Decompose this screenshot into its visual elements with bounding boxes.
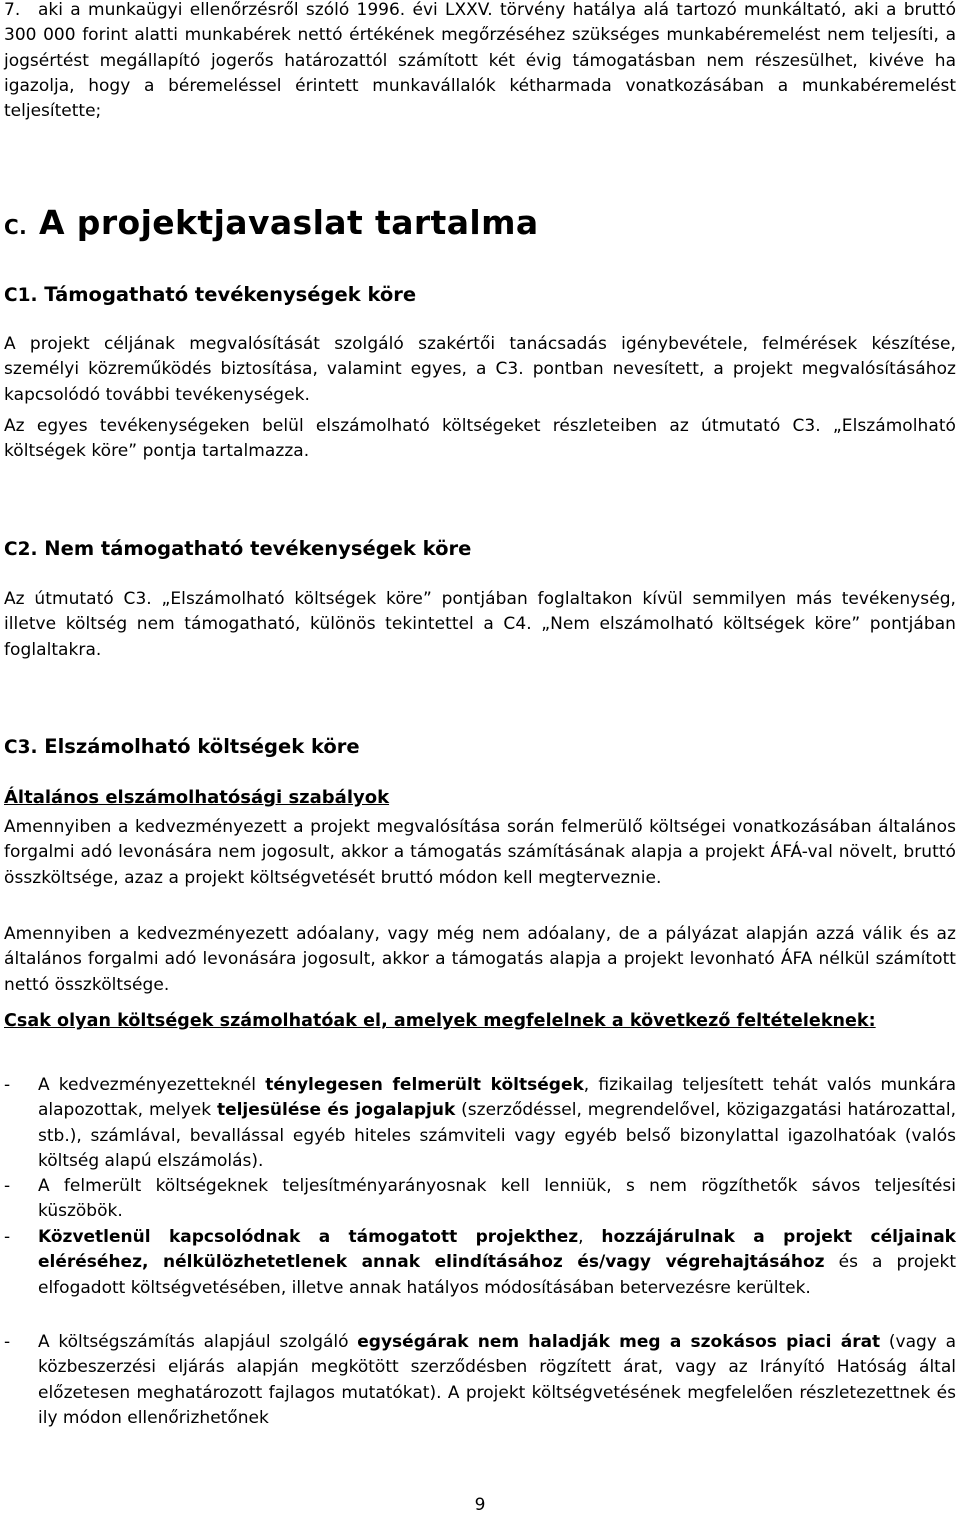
section-heading-c3 <box>4 733 956 762</box>
text-run: , fizikailag teljesített tehát valós munkára alapozottak, melyek <box>38 1075 956 1121</box>
bullet-dash: - <box>4 1227 11 1247</box>
section-title: Támogatható tevékenységek köre <box>44 283 417 306</box>
text-run: (vagy a közbeszerzési eljárás alapján megkötött szerződésben rögzített árat, vagy az Irányító Hatóság által előzetesen meghatározott fajlagos mutatókat). A projekt költségvetésének megfelelően részletezettnek és ily módon ellenőrizhetőnek <box>38 1332 956 1428</box>
item-7-text: aki a munkaügyi ellenőrzésről szóló 1996. évi LXXV. törvény hatálya alá tartozó munkáltató, aki a bruttó 300 000 forint alatti munkabérek nettó értékének megőrzéséhez szükséges munkabéremelést nem teljesíti, a jogsértést megállapító jogerős határozattól számított két évig támogatásban nem részesülhet, kivéve ha igazolja, hogy a béremeléssel érintett munkavállalók kétharmada vonatkozásában a munkabéremelést teljesítette; <box>4 0 956 122</box>
section-title: Nem támogatható tevékenységek köre <box>44 537 472 560</box>
condition-text <box>38 1330 956 1431</box>
text-run: (szerződéssel, megrendelővel, közigazgatási határozattal, stb.), számlával, bevallással egyéb hiteles számviteli vagy egyéb belső bizonylattal igazolhatóak (valós költség alapú elszámolás). <box>38 1100 956 1171</box>
list-item-7 <box>4 0 956 124</box>
section-title: Elszámolható költségek köre <box>44 735 360 758</box>
bold-run: ténylegesen felmerült költségek <box>265 1075 584 1095</box>
c3-paragraph-2: Amennyiben a kedvezményezett adóalany, vagy még nem adóalany, de a pályázat alapján azzá válik és az általános forgalmi adó levonására jogosult, akkor a támogatás alapja a projekt levonható ÁFA nélkül számított nettó összköltsége. <box>4 924 956 995</box>
section-heading-c2 <box>4 535 956 564</box>
bold-run: Közvetlenül kapcsolódnak a támogatott projekthez <box>38 1227 579 1247</box>
section-number: C1. <box>4 285 38 306</box>
text-run: és a projekt elfogadott költségvetésében, illetve annak hatályos módosításában betervezésre kerültek. <box>38 1252 956 1298</box>
condition-item <box>4 1225 956 1301</box>
condition-text: A felmerült költségeknek teljesítményarányosnak kell lenniük, s nem rögzíthetők sávos teljesítési küszöbök. <box>38 1176 956 1222</box>
bold-run: egységárak nem haladják meg a szokásos piaci árat <box>357 1332 881 1352</box>
section-number: C2. <box>4 539 38 560</box>
bullet-dash: - <box>4 1176 11 1196</box>
text-run: , <box>578 1227 602 1247</box>
section-heading-c <box>4 203 956 247</box>
section-heading-c1 <box>4 281 956 310</box>
condition-text <box>38 1073 956 1174</box>
text-run: A kedvezményezetteknél <box>38 1075 266 1095</box>
condition-item <box>4 1330 956 1431</box>
bold-run: hozzájárulnak a projekt céljainak eléréséhez, nélkülözhetetlenek annak elindításához és/vagy végrehajtásához <box>38 1227 956 1273</box>
conditions-heading: Csak olyan költségek számolhatóak el, amelyek megfelelnek a következő feltételeknek: <box>4 1011 876 1031</box>
c1-paragraph-2: Az egyes tevékenységeken belül elszámolható költségeket részleteiben az útmutató C3. „Elszámolható költségek köre” pontja tartalmazza. <box>4 416 956 462</box>
c2-paragraph-1: Az útmutató C3. „Elszámolható költségek köre” pontjában foglaltakon kívül semmilyen más tevékenység, illetve költség nem támogatható, különös tekintettel a C4. „Nem elszámolható költségek köre” pontjában foglaltakra. <box>4 589 956 660</box>
page-number: 9 <box>474 1495 486 1515</box>
c3-subheading: Általános elszámolhatósági szabályok <box>4 787 390 808</box>
condition-text <box>38 1225 956 1301</box>
bold-run: teljesülése és jogalapjuk <box>216 1100 456 1121</box>
item-number: 7. <box>4 0 21 20</box>
section-title: A projektjavaslat tartalma <box>38 203 539 242</box>
c3-paragraph-1: Amennyiben a kedvezményezett a projekt megvalósítása során felmerülő költségei vonatkozásában általános forgalmi adó levonására nem jogosult, akkor a támogatás számításának alapja a projekt ÁFÁ-val növelt, bruttó összköltsége, azaz a projekt költségvetését bruttó módon kell megterveznie. <box>4 817 956 888</box>
bullet-dash: - <box>4 1332 11 1352</box>
text-run: A költségszámítás alapjául szolgáló <box>38 1332 358 1352</box>
condition-item <box>4 1174 956 1225</box>
bullet-dash: - <box>4 1075 11 1095</box>
c1-paragraph-1: A projekt céljának megvalósítását szolgáló szakértői tanácsadás igénybevétele, felmérések készítése, személyi közreműködés biztosítása, valamint egyes, a C3. pontban nevesített, a projekt megvalósításához kapcsolódó további tevékenységek. <box>4 334 956 405</box>
section-number: C. <box>4 215 28 239</box>
condition-item <box>4 1073 956 1174</box>
section-number: C3. <box>4 737 38 758</box>
